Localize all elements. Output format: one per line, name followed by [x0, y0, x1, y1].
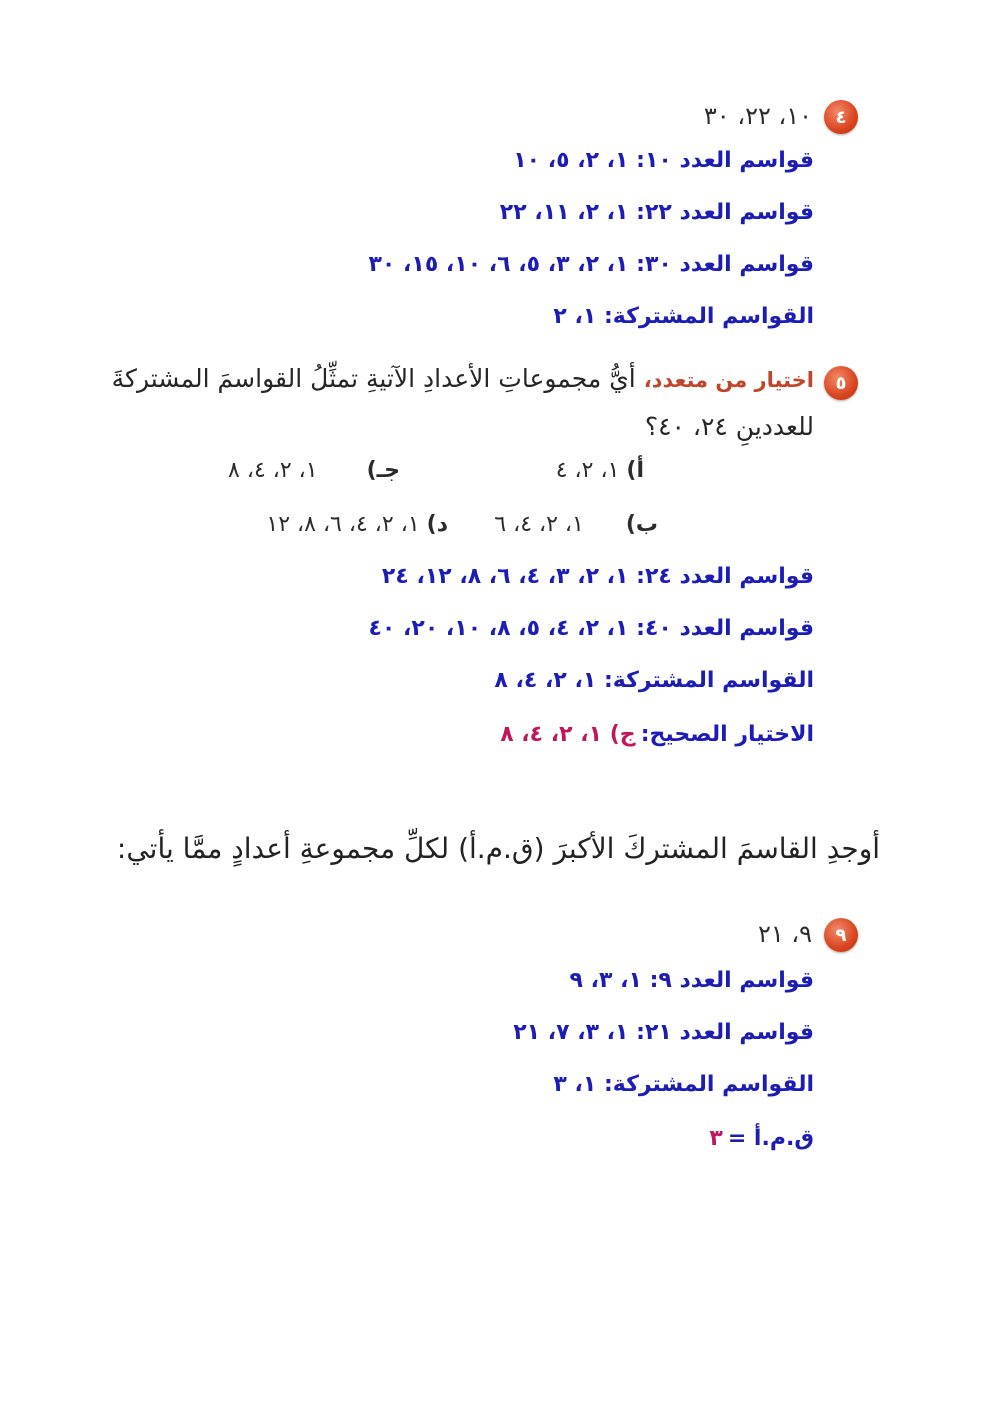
- q5-divisors-24: [382, 564, 814, 589]
- option-c-values: ١، ٢، ٤، ٨: [228, 458, 318, 483]
- question-9-badge: [824, 918, 858, 952]
- q9-gcf: [709, 1126, 814, 1151]
- q5-correct-choice: [500, 722, 814, 747]
- q5-divisors-40: [369, 616, 815, 641]
- q4-divisors-22-values: ١، ٢، ١١، ٢٢: [499, 200, 629, 225]
- q4-divisors-30-label: قواسم العدد ٣٠:: [636, 252, 814, 277]
- option-c: [228, 458, 400, 483]
- option-d: [266, 512, 448, 537]
- q5-divisors-24-values: ١، ٢، ٣، ٤، ٦، ٨، ١٢، ٢٤: [381, 564, 629, 589]
- option-d-label: د): [426, 512, 448, 537]
- q5-divisors-40-label: قواسم العدد ٤٠:: [636, 616, 814, 641]
- option-c-label: جـ): [366, 458, 400, 483]
- q5-common-divisors-label: القواسم المشتركة:: [603, 668, 814, 693]
- q9-divisors-21: [513, 1020, 814, 1045]
- option-a-values: ١، ٢، ٤: [555, 458, 620, 483]
- q9-divisors-9-label: قواسم العدد ٩:: [649, 968, 814, 993]
- option-b-label: ب): [625, 512, 658, 537]
- q5-common-divisors: [494, 668, 814, 693]
- q4-common-divisors-label: القواسم المشتركة:: [603, 304, 814, 329]
- q9-divisors-21-values: ١، ٣، ٧، ٢١: [513, 1020, 629, 1045]
- question-4-badge: [824, 100, 858, 134]
- q9-common-divisors: [553, 1072, 814, 1097]
- correct-choice-value: ج) ١، ٢، ٤، ٨: [500, 722, 636, 747]
- option-b-values: ١، ٢، ٤، ٦: [494, 512, 584, 537]
- q4-common-divisors-values: ١، ٢: [553, 304, 597, 329]
- question-9-number: ٩: [835, 924, 847, 946]
- question-5-badge: [824, 366, 858, 400]
- multiple-choice-tag: اختيار من متعدد،: [643, 368, 814, 392]
- q9-divisors-9-values: ١، ٣، ٩: [569, 968, 642, 993]
- question-5-line-1: [112, 364, 814, 393]
- q4-divisors-30-values: ١، ٢، ٣، ٥، ٦، ١٠، ١٥، ٣٠: [368, 252, 629, 277]
- q4-divisors-10-values: ١، ٢، ٥، ١٠: [513, 148, 629, 173]
- question-9-numbers: ٩، ٢١: [757, 920, 812, 948]
- q9-common-divisors-label: القواسم المشتركة:: [603, 1072, 814, 1097]
- q4-divisors-22: [500, 200, 814, 225]
- q4-divisors-22-label: قواسم العدد ٢٢:: [636, 200, 814, 225]
- question-4-number: ٤: [835, 106, 847, 128]
- q4-divisors-10-label: قواسم العدد ١٠:: [636, 148, 814, 173]
- q4-divisors-30: [369, 252, 815, 277]
- q9-divisors-21-label: قواسم العدد ٢١:: [636, 1020, 814, 1045]
- q4-common-divisors: [553, 304, 814, 329]
- question-5-text-1: أيُّ مجموعاتِ الأعدادِ الآتيةِ تمثِّلُ القواسمَ المشتركةَ: [111, 364, 636, 393]
- option-a: [556, 458, 644, 483]
- q5-divisors-40-values: ١، ٢، ٤، ٥، ٨، ١٠، ٢٠، ٤٠: [368, 616, 629, 641]
- question-4-numbers: ١٠، ٢٢، ٣٠: [703, 102, 812, 130]
- question-5-line-2: للعددينِ ٢٤، ٤٠؟: [644, 412, 814, 441]
- option-b: [494, 512, 658, 537]
- option-a-label: أ): [626, 458, 644, 483]
- option-d-values: ١، ٢، ٤، ٦، ٨، ١٢: [266, 512, 420, 537]
- gcf-value: ٣: [709, 1126, 723, 1151]
- correct-choice-label: الاختيار الصحيح:: [640, 722, 814, 747]
- q9-divisors-9: [570, 968, 814, 993]
- section-heading: أوجدِ القاسمَ المشتركَ الأكبرَ (ق.م.أ) لكلِّ مجموعةِ أعدادٍ ممَّا يأتي:: [116, 832, 880, 865]
- question-5-number: ٥: [835, 372, 847, 394]
- q5-divisors-24-label: قواسم العدد ٢٤:: [636, 564, 814, 589]
- q4-divisors-10: [513, 148, 814, 173]
- q5-common-divisors-values: ١، ٢، ٤، ٨: [494, 668, 597, 693]
- q9-common-divisors-values: ١، ٣: [553, 1072, 597, 1097]
- gcf-label: ق.م.أ =: [727, 1126, 814, 1151]
